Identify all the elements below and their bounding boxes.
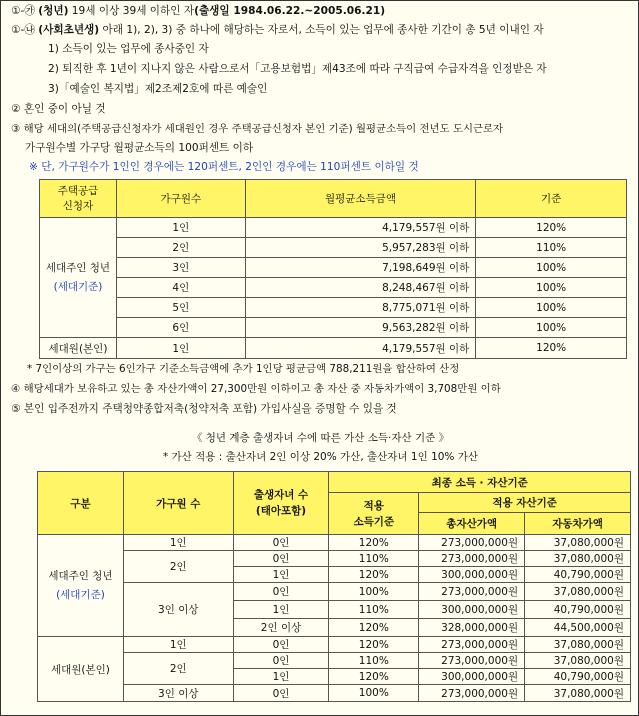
members-cell: 1인 [123,535,233,551]
table-row [40,258,627,278]
total-assets-cell: 300,000,000원 [419,669,525,685]
table-row [40,238,627,258]
criterion-cell: 100% [476,298,627,318]
car-value-cell: 37,080,000원 [525,685,631,702]
income-cell: 120% [329,637,419,653]
table2-subtitle: * 가산 적용 : 출산자녀 2인 이상 20% 가산, 출산자녀 1인 10% 가산 [162,451,479,463]
members-cell: 5인 [116,298,245,318]
group-head-of-household [40,218,117,338]
header-income-line2: 소득기준 [353,515,395,528]
income-cell: 120% [329,669,419,685]
header-applicant [40,180,117,218]
members-cell: 3인 이상 [123,685,233,702]
income-cell: 5,957,283원 이하 [245,238,476,258]
criterion-cell: 100% [476,318,627,338]
births-cell: 0인 [233,637,329,653]
item-number: ①-㉯ [11,24,39,36]
total-assets-cell: 273,000,000원 [419,583,525,601]
seven-member-note: * 7인이상의 가구는 6인가구 기준소득금액에 추가 1인당 평균금액 788,211원을 합산하여 산정 [27,363,460,375]
members-cell: 4인 [116,278,245,298]
group-sublabel: (세대기준) [56,588,105,601]
header-births [233,472,329,535]
births-cell: 0인 [233,685,329,702]
table-row [38,583,631,601]
table-header-row [40,180,627,218]
income-cell: 120% [329,619,419,637]
criterion-unmarried: ② 혼인 중이 아닐 것 [11,103,106,115]
table-row [38,685,631,702]
births-cell: 0인 [233,551,329,567]
total-assets-cell: 300,000,000원 [419,567,525,583]
table-header-row [38,472,631,493]
members-cell: 2인 [116,238,245,258]
table-row [38,653,631,669]
income-cell: 110% [329,653,419,669]
births-cell: 0인 [233,583,329,601]
members-cell: 3인 이상 [123,583,233,637]
youth-label: (청년) [38,5,69,17]
header-births-line2: (태아포함) [255,505,307,517]
total-assets-cell: 273,000,000원 [419,535,525,551]
criterion-cell: 120% [476,218,627,238]
income-exception-note: ※ 단, 가구원수가 1인인 경우에는 120퍼센트, 2인인 경우에는 110퍼센트 이하일 것 [29,161,419,173]
car-value-cell: 40,790,000원 [525,669,631,685]
members-cell: 2인 [123,551,233,583]
group-label: 세대주인 청년 [48,569,113,582]
births-cell: 0인 [233,653,329,669]
total-assets-cell: 328,000,000원 [419,619,525,637]
youth-age-text: 19세 이상 39세 이하인 자 [68,5,195,17]
members-cell: 1인 [116,338,245,359]
members-cell: 6인 [116,318,245,338]
header-final-criteria: 최종 소득 · 자산기준 [329,472,631,493]
table-row [40,218,627,238]
header-income: 월평균소득금액 [245,180,476,218]
total-assets-cell: 273,000,000원 [419,637,525,653]
table-row [40,338,627,359]
income-cell: 4,179,557원 이하 [245,338,476,359]
header-total-assets: 총자산가액 [419,513,525,535]
criterion-income-line2: 가구원수별 가구당 월평균소득의 100퍼센트 이하 [25,142,254,154]
criterion-cell: 100% [476,278,627,298]
income-cell: 8,248,467원 이하 [245,278,476,298]
table-row [40,278,627,298]
income-cell: 8,775,071원 이하 [245,298,476,318]
income-cell: 110% [329,601,419,619]
members-cell: 1인 [116,218,245,238]
total-assets-cell: 273,000,000원 [419,685,525,702]
table-row [38,535,631,551]
header-applicant-line1: 주택공급 [57,184,99,197]
header-applicant-line2: 신청자 [62,199,94,212]
car-value-cell: 37,080,000원 [525,583,631,601]
car-value-cell: 37,080,000원 [525,653,631,669]
car-value-cell: 37,080,000원 [525,637,631,653]
table-row [38,551,631,567]
header-income-line1: 적용 [363,499,384,512]
table-row [38,637,631,653]
header-members: 가구원 수 [123,472,233,535]
income-cell: 120% [329,567,419,583]
criterion-assets: ④ 해당세대가 보유하고 있는 총 자산가액이 27,300만원 이하이고 총 자산 중 자동차가액이 3,708만원 이하 [11,383,501,395]
total-assets-cell: 273,000,000원 [419,551,525,567]
header-category: 구분 [38,472,124,535]
item-number: ①-㉮ [11,5,39,17]
sub-criterion-1: 1) 소득이 있는 업무에 종사중인 자 [48,43,209,55]
criterion-new-worker [11,22,544,38]
criterion-savings: ⑤ 본인 입주전까지 주택청약종합저축(청약저축 포함) 가입사실을 증명할 수 있을 것 [11,403,397,415]
income-cell: 9,563,282원 이하 [245,318,476,338]
group-sublabel: (세대기준) [53,280,103,293]
members-cell: 3인 [116,258,245,278]
criterion-income-line1: ③ 해당 세대의(주택공급신청자가 세대원인 경우 주택공급신청자 본인 기준) 월평균소득이 전년도 도시근로자 [11,123,504,135]
header-applied-income [329,493,419,535]
total-assets-cell: 300,000,000원 [419,601,525,619]
income-cell: 120% [329,535,419,551]
total-assets-cell: 273,000,000원 [419,653,525,669]
table-row [40,318,627,338]
members-cell: 1인 [123,637,233,653]
group-head-of-household [38,535,124,637]
car-value-cell: 37,080,000원 [525,551,631,567]
income-criteria-table [39,179,627,359]
header-applied-assets: 적용 자산기준 [419,493,631,513]
criterion-cell: 100% [476,258,627,278]
birth-date-range: (출생일 1984.06.22.~2005.06.21) [194,5,386,17]
table2-title: 《 청년 계층 출생자녀 수에 따른 가산 소득·자산 기준 》 [191,432,450,444]
group-household-member: 세대원(본인) [40,338,117,359]
car-value-cell: 40,790,000원 [525,567,631,583]
births-cell: 1인 [233,567,329,583]
births-cell: 1인 [233,669,329,685]
header-criterion: 기준 [476,180,627,218]
income-cell: 100% [329,583,419,601]
sub-criterion-3: 3)「예술인 복지법」제2조제2호에 따른 예술인 [48,83,268,95]
sub-criterion-2: 2) 퇴직한 후 1년이 지나지 않은 사람으로서「고용보험법」제43조에 따라 구직급여 수급자격을 인정받은 자 [48,63,547,75]
car-value-cell: 37,080,000원 [525,535,631,551]
criterion-cell: 120% [476,338,627,359]
criterion-youth-age [11,3,385,19]
births-cell: 2인 이상 [233,619,329,637]
births-cell: 0인 [233,535,329,551]
members-cell: 2인 [123,653,233,685]
car-value-cell: 40,790,000원 [525,601,631,619]
header-car-value: 자동차가액 [525,513,631,535]
births-cell: 1인 [233,601,329,619]
table-row [40,298,627,318]
birth-bonus-table [37,471,631,702]
income-cell: 4,179,557원 이하 [245,218,476,238]
new-worker-label: (사회초년생) [38,24,100,36]
income-cell: 7,198,649원 이하 [245,258,476,278]
group-label: 세대주인 청년 [45,261,111,274]
criterion-cell: 110% [476,238,627,258]
header-members: 가구원수 [116,180,245,218]
car-value-cell: 44,500,000원 [525,619,631,637]
new-worker-text: 아래 1), 2), 3) 중 하나에 해당하는 자로서, 소득이 있는 업무에 종사한 기간이 총 5년 이내인 자 [99,24,544,36]
group-household-member: 세대원(본인) [38,637,124,702]
header-births-line1: 출생자녀 수 [253,489,309,501]
income-cell: 100% [329,685,419,702]
income-cell: 110% [329,551,419,567]
